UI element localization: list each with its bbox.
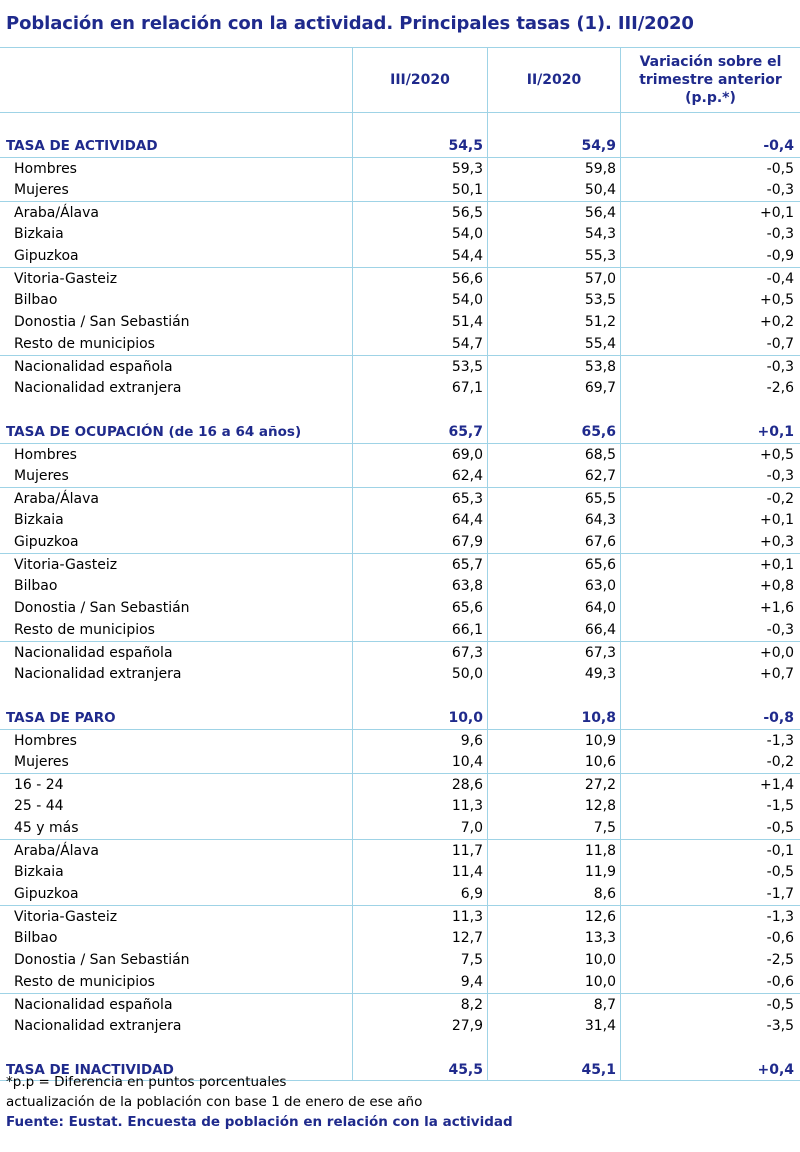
section-value-variation: -0,8 [620,707,800,729]
row-label: Resto de municipios [14,336,155,352]
row-value-current: 69,0 [352,444,487,465]
row-value-previous: 53,8 [487,356,620,377]
row-value-previous: 10,6 [487,751,620,773]
row-label: Hombres [14,447,77,463]
section-value-previous: 54,9 [487,135,620,157]
row-value-current: 56,5 [352,202,487,223]
spacer-cell [352,399,487,421]
row-value-current: 65,6 [352,597,487,619]
source-note: Fuente: Eustat. Encuesta de población en relación con la actividad [6,1114,513,1130]
row-label: Mujeres [14,754,69,770]
row-value-variation: -0,1 [620,840,800,861]
table-row [0,861,800,883]
table-row [0,993,800,1015]
row-value-previous: 62,7 [487,465,620,487]
row-value-current: 12,7 [352,927,487,949]
row-value-previous: 53,5 [487,289,620,311]
row-label: Nacionalidad extranjera [14,666,182,682]
section-value-current: 54,5 [352,135,487,157]
table-row [0,817,800,839]
spacer-cell [487,399,620,421]
row-value-variation: +0,1 [620,509,800,531]
row-label: Bilbao [14,578,58,594]
row-label: Donostia / San Sebastián [14,600,190,616]
row-value-variation: -1,3 [620,906,800,927]
spacer-cell [487,113,620,135]
row-label: Bizkaia [14,226,64,242]
row-value-current: 63,8 [352,575,487,597]
spacer-cell [620,1037,800,1059]
row-value-current: 59,3 [352,158,487,179]
row-label: Nacionalidad española [14,645,173,661]
row-label: Donostia / San Sebastián [14,314,190,330]
table-row [0,355,800,377]
table-row [0,267,800,289]
row-value-previous: 64,3 [487,509,620,531]
row-value-variation: -0,5 [620,817,800,839]
table-row [0,839,800,861]
table-row [0,927,800,949]
row-value-current: 67,1 [352,377,487,399]
section-value-current: 65,7 [352,421,487,443]
rates-table [0,47,800,1081]
section-label: TASA DE OCUPACIÓN (de 16 a 64 años) [6,424,302,440]
row-value-variation: +0,7 [620,663,800,685]
row-value-current: 8,2 [352,994,487,1015]
spacer-cell [487,1037,620,1059]
spacer-cell [487,685,620,707]
row-value-variation: -0,3 [620,356,800,377]
row-label: Vitoria-Gasteiz [14,271,118,287]
row-value-current: 51,4 [352,311,487,333]
row-value-variation: -1,3 [620,730,800,751]
table-row [0,729,800,751]
table-row [0,311,800,333]
table-row [0,157,800,179]
row-value-current: 67,9 [352,531,487,553]
row-value-current: 54,0 [352,289,487,311]
row-value-current: 11,3 [352,906,487,927]
table-row [0,597,800,619]
row-value-current: 9,6 [352,730,487,751]
row-value-previous: 11,9 [487,861,620,883]
header-variation-line3: (p.p.*) [685,90,736,106]
row-value-previous: 10,9 [487,730,620,751]
row-value-variation: +0,1 [620,202,800,223]
table-row [0,883,800,905]
row-value-previous: 68,5 [487,444,620,465]
row-label: Mujeres [14,182,69,198]
table-row [0,333,800,355]
section-value-variation: -0,4 [620,135,800,157]
row-value-current: 11,4 [352,861,487,883]
row-label: Gipuzkoa [14,534,79,550]
row-label: Donostia / San Sebastián [14,952,190,968]
row-value-current: 62,4 [352,465,487,487]
spacer-cell [0,1037,352,1059]
row-value-previous: 65,6 [487,554,620,575]
spacer-cell [352,113,487,135]
row-label: Nacionalidad española [14,997,173,1013]
row-value-previous: 50,4 [487,179,620,201]
spacer-cell [0,113,352,135]
row-label: Hombres [14,161,77,177]
row-label: Nacionalidad extranjera [14,1018,182,1034]
header-variation-line2: trimestre anterior [639,72,782,88]
row-value-variation: -0,3 [620,179,800,201]
spacer-cell [352,685,487,707]
row-value-current: 11,3 [352,795,487,817]
row-value-current: 56,6 [352,268,487,289]
spacer-cell [0,399,352,421]
row-value-previous: 11,8 [487,840,620,861]
spacer-cell [352,1037,487,1059]
table-row [0,795,800,817]
table-row [0,443,800,465]
section-value-variation: +0,1 [620,421,800,443]
table-row [0,619,800,641]
row-label: Vitoria-Gasteiz [14,557,118,573]
row-value-variation: -0,3 [620,619,800,641]
table-row [0,487,800,509]
row-value-previous: 27,2 [487,774,620,795]
row-value-variation: +0,8 [620,575,800,597]
row-value-variation: -0,6 [620,927,800,949]
spacer-row [0,399,800,421]
row-value-variation: +0,3 [620,531,800,553]
row-label: Bizkaia [14,512,64,528]
table-row [0,751,800,773]
row-label: Nacionalidad española [14,359,173,375]
row-value-variation: -0,3 [620,223,800,245]
row-value-previous: 67,3 [487,642,620,663]
spacer-row [0,1037,800,1059]
table-row [0,179,800,201]
row-value-previous: 10,0 [487,949,620,971]
row-value-variation: +0,0 [620,642,800,663]
row-value-previous: 12,8 [487,795,620,817]
row-value-previous: 54,3 [487,223,620,245]
row-value-previous: 13,3 [487,927,620,949]
header-blank [0,48,352,112]
row-value-previous: 51,2 [487,311,620,333]
table-row [0,971,800,993]
header-col-variation [620,48,800,112]
table-row [0,377,800,399]
row-value-current: 54,7 [352,333,487,355]
table-row [0,509,800,531]
table-row [0,949,800,971]
row-value-current: 65,7 [352,554,487,575]
header-variation-line1: Variación sobre el [639,54,782,70]
table-row [0,575,800,597]
row-value-variation: -0,7 [620,333,800,355]
row-label: Resto de municipios [14,622,155,638]
row-value-current: 6,9 [352,883,487,905]
spacer-cell [0,685,352,707]
header-col-previous: II/2020 [487,48,620,112]
footnote-pp: *p.p = Diferencia en puntos porcentuales [6,1074,287,1090]
section-label: TASA DE INACTIVIDAD [6,1062,174,1078]
row-value-current: 7,0 [352,817,487,839]
spacer-cell [620,399,800,421]
row-value-current: 54,0 [352,223,487,245]
section-label: TASA DE PARO [6,710,116,726]
row-value-previous: 64,0 [487,597,620,619]
row-value-variation: -2,5 [620,949,800,971]
row-value-variation: -0,5 [620,861,800,883]
row-label: 45 y más [14,820,79,836]
row-value-previous: 12,6 [487,906,620,927]
section-row [0,707,800,729]
row-value-current: 64,4 [352,509,487,531]
row-value-variation: -0,2 [620,488,800,509]
row-value-variation: -3,5 [620,1015,800,1037]
spacer-cell [620,113,800,135]
spacer-cell [620,685,800,707]
row-value-current: 11,7 [352,840,487,861]
row-value-current: 27,9 [352,1015,487,1037]
table-row [0,553,800,575]
row-value-previous: 63,0 [487,575,620,597]
footnotes [6,1072,796,1132]
row-value-previous: 49,3 [487,663,620,685]
page-title: Población en relación con la actividad. Principales tasas (1). III/2020 [6,13,694,34]
table-row [0,641,800,663]
table-row [0,245,800,267]
table-header [0,47,800,113]
row-value-variation: +0,1 [620,554,800,575]
row-value-current: 65,3 [352,488,487,509]
table-row [0,905,800,927]
row-label: Araba/Álava [14,205,100,221]
row-value-current: 10,4 [352,751,487,773]
section-value-current: 10,0 [352,707,487,729]
row-label: Hombres [14,733,77,749]
row-value-current: 53,5 [352,356,487,377]
row-value-variation: +0,5 [620,444,800,465]
row-value-current: 66,1 [352,619,487,641]
row-value-variation: -0,5 [620,158,800,179]
table-row [0,663,800,685]
row-label: 16 - 24 [14,777,64,793]
row-value-previous: 7,5 [487,817,620,839]
row-value-previous: 57,0 [487,268,620,289]
row-label: Araba/Álava [14,843,100,859]
spacer-row [0,113,800,135]
header-col-current: III/2020 [352,48,487,112]
row-value-previous: 59,8 [487,158,620,179]
section-row [0,135,800,157]
row-value-previous: 10,0 [487,971,620,993]
row-value-previous: 8,6 [487,883,620,905]
section-value-previous: 45,1 [487,1059,620,1080]
row-value-previous: 65,5 [487,488,620,509]
table-row [0,223,800,245]
row-label: Vitoria-Gasteiz [14,909,118,925]
row-value-current: 9,4 [352,971,487,993]
row-value-variation: -1,7 [620,883,800,905]
section-value-current: 45,5 [352,1059,487,1080]
row-value-previous: 55,4 [487,333,620,355]
footnote-base: actualización de la población con base 1 de enero de ese año [6,1094,423,1110]
row-value-previous: 56,4 [487,202,620,223]
row-value-variation: -0,6 [620,971,800,993]
section-row [0,421,800,443]
row-value-variation: +0,5 [620,289,800,311]
row-label: Bilbao [14,292,58,308]
table-row [0,201,800,223]
row-label: Bizkaia [14,864,64,880]
section-value-variation: +0,4 [620,1059,800,1080]
row-label: 25 - 44 [14,798,64,814]
row-value-current: 28,6 [352,774,487,795]
row-label: Mujeres [14,468,69,484]
row-value-variation: +0,2 [620,311,800,333]
row-label: Bilbao [14,930,58,946]
row-value-variation: +1,6 [620,597,800,619]
section-label: TASA DE ACTIVIDAD [6,138,158,154]
table-row [0,465,800,487]
row-value-current: 50,1 [352,179,487,201]
row-value-previous: 55,3 [487,245,620,267]
row-label: Resto de municipios [14,974,155,990]
table-row [0,773,800,795]
row-value-current: 7,5 [352,949,487,971]
row-value-variation: -0,2 [620,751,800,773]
row-value-variation: -0,9 [620,245,800,267]
row-value-current: 54,4 [352,245,487,267]
section-value-previous: 65,6 [487,421,620,443]
row-value-previous: 66,4 [487,619,620,641]
row-value-variation: -0,4 [620,268,800,289]
row-value-variation: -1,5 [620,795,800,817]
row-value-previous: 31,4 [487,1015,620,1037]
row-value-variation: -0,3 [620,465,800,487]
row-label: Nacionalidad extranjera [14,380,182,396]
row-value-current: 50,0 [352,663,487,685]
row-value-current: 67,3 [352,642,487,663]
section-value-previous: 10,8 [487,707,620,729]
row-value-variation: -0,5 [620,994,800,1015]
table-row [0,289,800,311]
row-value-previous: 69,7 [487,377,620,399]
table-row [0,531,800,553]
table-row [0,1015,800,1037]
row-label: Gipuzkoa [14,886,79,902]
spacer-row [0,685,800,707]
row-value-previous: 67,6 [487,531,620,553]
row-value-previous: 8,7 [487,994,620,1015]
row-label: Araba/Álava [14,491,100,507]
row-value-variation: +1,4 [620,774,800,795]
row-label: Gipuzkoa [14,248,79,264]
row-value-variation: -2,6 [620,377,800,399]
